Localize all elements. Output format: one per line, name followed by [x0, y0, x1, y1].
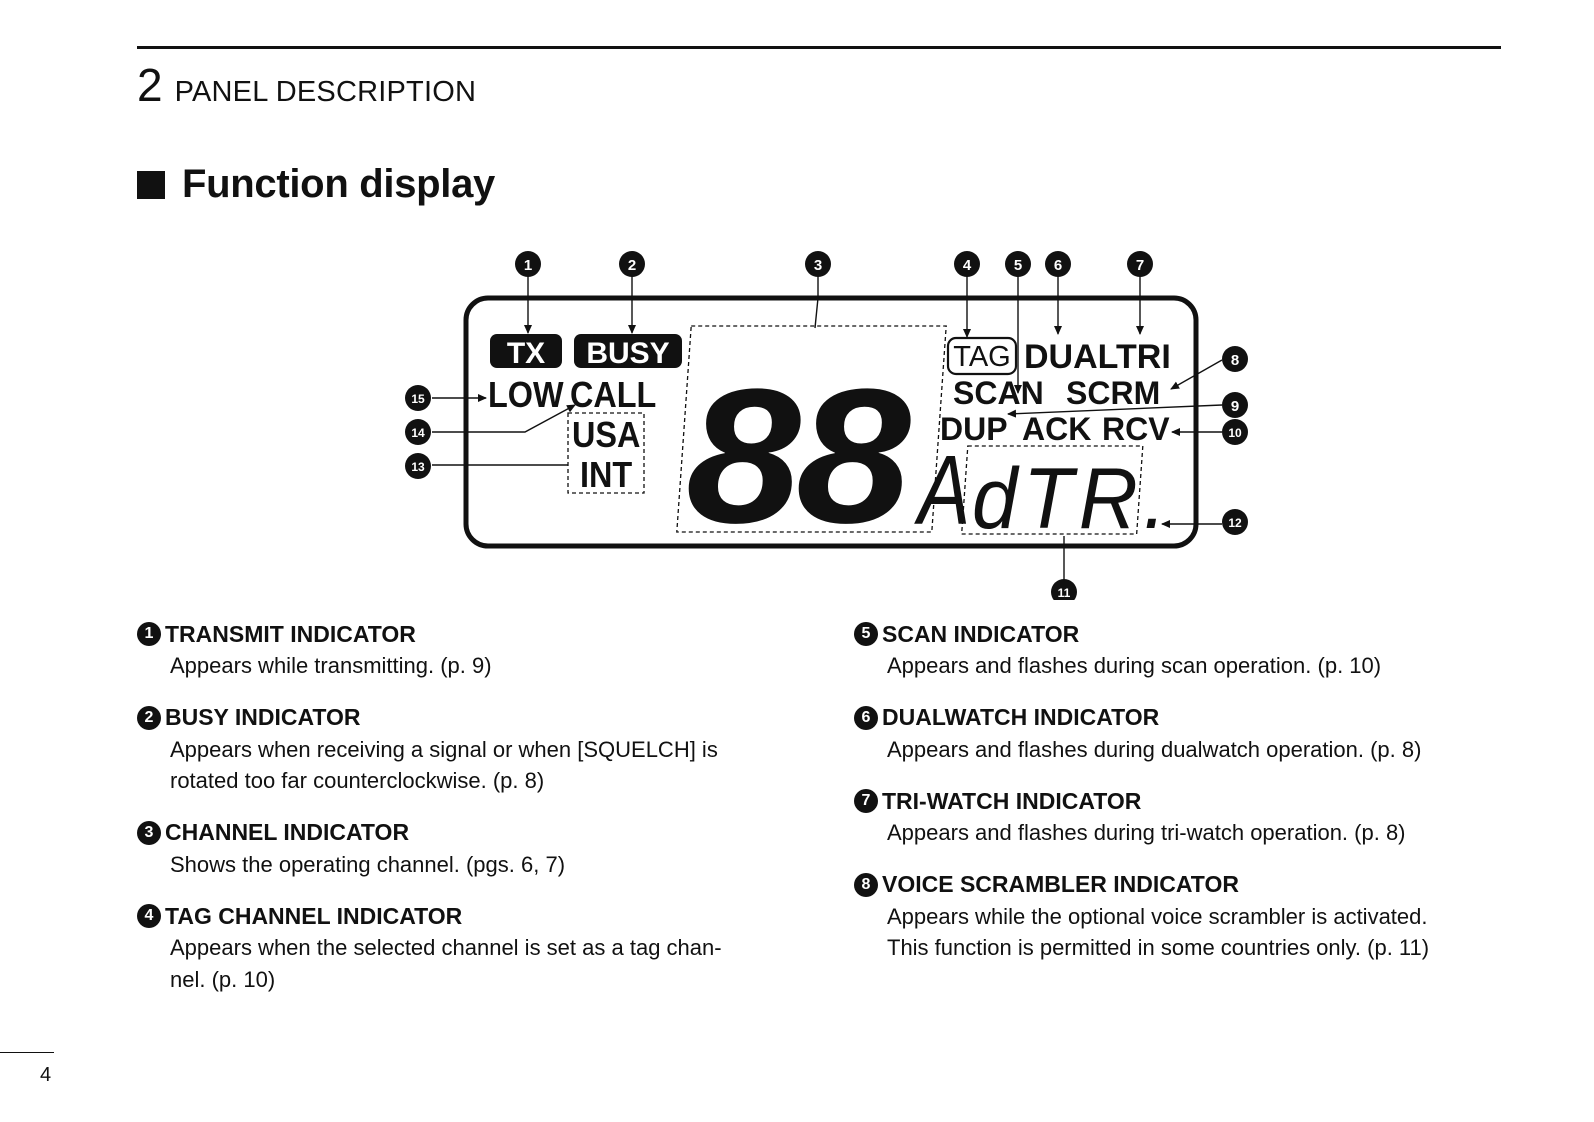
item-text: Appears when receiving a signal or when [SQUELCH] is [170, 736, 718, 762]
callout-6-label: 6 [1053, 257, 1063, 274]
callout-2-label: 2 [627, 257, 637, 274]
item-title: DUALWATCH INDICATOR [882, 704, 1160, 730]
item-title: SCAN INDICATOR [882, 620, 1080, 647]
int-indicator: INT [580, 455, 633, 496]
heading-text: Function display [182, 162, 495, 206]
low-indicator: LOW [488, 375, 564, 416]
section-title: PANEL DESCRIPTION [174, 76, 477, 108]
item-title: TRANSMIT INDICATOR [165, 620, 416, 647]
sub-display: dTR. [972, 450, 1172, 547]
tx-indicator: TX [506, 337, 546, 370]
callout-8-label: 8 [1230, 352, 1240, 369]
callout-3-label: 3 [813, 257, 823, 274]
item-text: Appears and flashes during scan operation. (p. 10) [887, 653, 1382, 678]
item-text: Appears while the optional voice scrambler is activated. [887, 903, 1428, 929]
callout-5-label: 5 [1013, 257, 1023, 274]
item-title: BUSY INDICATOR [165, 704, 361, 730]
footer-rule [0, 1052, 54, 1053]
descriptions-right-column [854, 618, 1504, 984]
description-item [137, 817, 787, 881]
scan-indicator: SCAN [953, 375, 1044, 411]
callout-9-label: 9 [1230, 398, 1240, 415]
ack-indicator: ACK [1022, 411, 1092, 447]
usa-indicator: USA [572, 415, 641, 456]
description-item [137, 900, 787, 995]
descriptions-left-column [137, 618, 787, 1015]
callout-11-label: 11 [1057, 586, 1071, 600]
item-number-badge: 8 [854, 873, 878, 897]
item-text: rotated too far counterclockwise. (p. 8) [170, 768, 545, 793]
item-number-badge: 4 [137, 904, 161, 928]
item-title: VOICE SCRAMBLER INDICATOR [882, 871, 1239, 897]
call-indicator: CALL [570, 375, 657, 416]
description-item [854, 785, 1504, 849]
item-title: TRI-WATCH INDICATOR [882, 787, 1142, 814]
section-number: 2 [137, 59, 163, 111]
description-item [854, 869, 1504, 964]
item-text: Appears and flashes during dualwatch operation. (p. 8) [887, 736, 1422, 762]
dup-indicator: DUP [940, 411, 1008, 447]
callout-1-label: 1 [523, 257, 533, 274]
item-text: Appears when the selected channel is set as a tag chan- [170, 935, 722, 960]
item-text: nel. (p. 10) [170, 966, 276, 992]
callout-15-label: 15 [411, 392, 425, 406]
item-text: Appears while transmitting. (p. 9) [170, 653, 492, 678]
item-number-badge: 7 [854, 789, 878, 813]
tri-indicator: TRI [1116, 338, 1171, 376]
description-item [137, 702, 787, 797]
description-item [854, 702, 1504, 766]
item-text: This function is permitted in some countries only. (p. 11) [887, 935, 1430, 960]
scrm-indicator: SCRM [1066, 375, 1161, 411]
rcv-indicator: RCV [1102, 411, 1170, 447]
item-text: Shows the operating channel. (pgs. 6, 7) [170, 851, 566, 877]
description-item [137, 618, 787, 682]
item-title: TAG CHANNEL INDICATOR [165, 902, 463, 929]
item-number-badge: 6 [854, 706, 878, 730]
item-title: CHANNEL INDICATOR [165, 819, 410, 845]
callout-4-label: 4 [962, 257, 972, 274]
description-item [854, 618, 1504, 682]
tag-indicator: TAG [953, 341, 1011, 373]
callout-13-label: 13 [411, 460, 425, 474]
page-number: 4 [40, 1064, 52, 1086]
item-number-badge: 2 [137, 706, 161, 730]
channel-suffix: A [918, 435, 971, 545]
callout-14-label: 14 [411, 426, 425, 440]
busy-indicator: BUSY [586, 337, 670, 370]
item-number-badge: 3 [137, 821, 161, 845]
channel-digits: 88 [686, 349, 907, 564]
item-number-badge: 5 [854, 622, 878, 646]
dual-indicator: DUAL [1024, 338, 1119, 376]
callout-7-label: 7 [1135, 257, 1145, 274]
item-text: Appears and flashes during tri-watch operation. (p. 8) [887, 820, 1406, 845]
item-number-badge: 1 [137, 622, 161, 646]
callout-12-label: 12 [1228, 516, 1242, 530]
callout-10-label: 10 [1228, 426, 1242, 440]
